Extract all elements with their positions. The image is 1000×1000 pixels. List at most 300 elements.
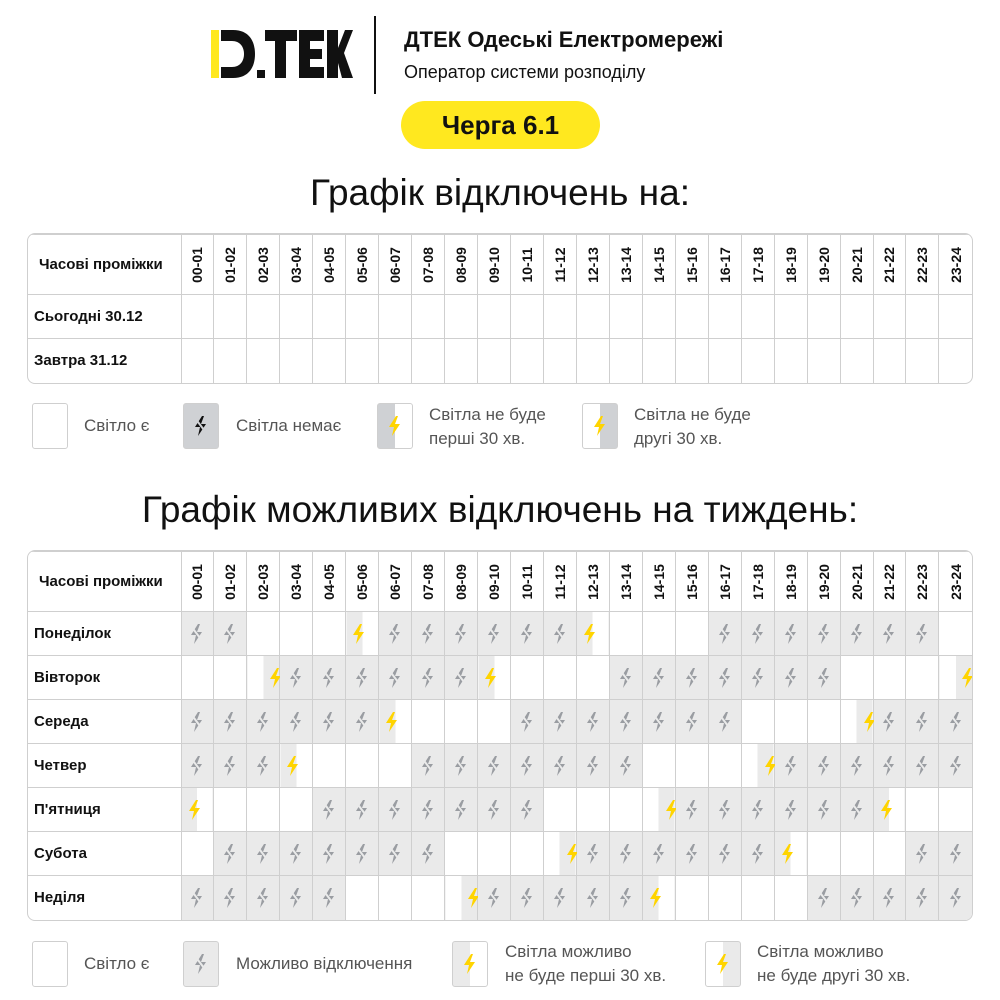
possible-outage-bolt-icon <box>882 888 896 908</box>
week-schedule-table <box>27 550 973 921</box>
week-header-row <box>28 552 972 612</box>
possible-outage-bolt-icon <box>421 800 435 820</box>
possible-outage-bolt-icon <box>817 624 831 644</box>
light-on-cell <box>313 339 346 383</box>
possible-outage-bolt-icon <box>915 844 929 864</box>
light-on-cell <box>939 788 972 832</box>
possible-outage-bolt-icon <box>256 756 270 776</box>
possible-outage-cell <box>346 700 379 744</box>
legend-no-light-text: Світла немає <box>236 416 342 435</box>
bolt-first-half-icon <box>188 800 202 820</box>
light-on-cell <box>906 339 939 383</box>
week-hour-header: 19-20 <box>807 552 840 612</box>
possible-outage-bolt-icon <box>487 888 501 908</box>
possible-outage-bolt-icon <box>520 624 534 644</box>
legend-light-text: Світло є <box>84 416 150 435</box>
outage-first-half-cell <box>280 744 313 788</box>
possible-outage-cell <box>511 744 544 788</box>
possible-outage-cell <box>313 656 346 700</box>
operator-subtitle: Оператор системи розподілу <box>404 62 646 82</box>
week-hour-header: 08-09 <box>445 552 478 612</box>
bolt-second-half-icon <box>961 668 973 688</box>
possible-outage-cell <box>379 832 412 876</box>
possible-outage-bolt-icon <box>520 800 534 820</box>
possible-outage-cell <box>214 612 247 656</box>
possible-outage-bolt-icon <box>718 712 732 732</box>
possible-outage-bolt-icon <box>194 954 208 974</box>
possible-outage-cell <box>576 744 609 788</box>
today-hour-header: 17-18 <box>741 235 774 295</box>
possible-outage-bolt-icon <box>223 888 237 908</box>
light-on-cell <box>906 788 939 832</box>
bolt-first-half-icon <box>583 624 597 644</box>
possible-outage-cell <box>445 656 478 700</box>
week-hour-header: 12-13 <box>576 552 609 612</box>
possible-outage-bolt-icon <box>322 844 336 864</box>
week-hour-header: 23-24 <box>939 552 972 612</box>
possible-outage-bolt-icon <box>586 756 600 776</box>
possible-outage-cell <box>313 788 346 832</box>
possible-outage-cell <box>906 612 939 656</box>
bolt-first-half-icon <box>649 888 663 908</box>
light-on-cell <box>741 339 774 383</box>
possible-outage-cell <box>840 744 873 788</box>
outage-first-half-cell <box>379 700 412 744</box>
possible-outage-cell <box>642 700 675 744</box>
possible-outage-bolt-icon <box>817 668 831 688</box>
light-on-cell <box>247 339 280 383</box>
light-on-cell <box>576 339 609 383</box>
possible-outage-cell <box>642 656 675 700</box>
today-hour-header: 10-11 <box>511 235 544 295</box>
possible-outage-bolt-icon <box>619 712 633 732</box>
today-header-row <box>28 235 972 295</box>
possible-outage-cell <box>840 612 873 656</box>
week-row-label: Вівторок <box>28 656 181 700</box>
possible-outage-bolt-icon <box>718 800 732 820</box>
week-legend-light-box <box>32 941 68 987</box>
light-on-cell <box>214 339 247 383</box>
light-on-cell <box>807 339 840 383</box>
possible-outage-bolt-icon <box>421 668 435 688</box>
today-hour-header: 21-22 <box>873 235 906 295</box>
week-row-label: П'ятниця <box>28 788 181 832</box>
light-on-cell <box>543 339 576 383</box>
week-row <box>28 744 972 788</box>
possible-outage-bolt-icon <box>652 844 666 864</box>
possible-outage-cell <box>511 700 544 744</box>
possible-outage-cell <box>346 788 379 832</box>
light-on-cell <box>576 295 609 339</box>
possible-outage-bolt-icon <box>388 624 402 644</box>
possible-outage-bolt-icon <box>718 668 732 688</box>
possible-outage-cell <box>708 788 741 832</box>
possible-outage-bolt-icon <box>619 844 633 864</box>
queue-badge: Черга 6.1 <box>401 101 600 149</box>
light-on-cell <box>774 295 807 339</box>
possible-outage-cell <box>346 832 379 876</box>
no-light-bolt-icon <box>194 416 208 436</box>
light-on-cell <box>840 339 873 383</box>
week-row-label: Субота <box>28 832 181 876</box>
possible-outage-cell <box>906 744 939 788</box>
possible-outage-bolt-icon <box>949 888 963 908</box>
week-row <box>28 612 972 656</box>
light-on-cell <box>280 612 313 656</box>
possible-outage-bolt-icon <box>784 756 798 776</box>
bolt-first-half-icon <box>385 712 399 732</box>
outage-first-half-cell <box>576 612 609 656</box>
possible-outage-cell <box>247 832 280 876</box>
possible-outage-bolt-icon <box>817 756 831 776</box>
light-on-cell <box>609 295 642 339</box>
possible-outage-cell <box>313 876 346 920</box>
company-name: ДТЕК Одеські Електромережі <box>404 27 724 52</box>
light-on-cell <box>840 295 873 339</box>
possible-outage-cell <box>478 612 511 656</box>
possible-outage-cell <box>214 700 247 744</box>
possible-outage-cell <box>741 788 774 832</box>
light-on-cell <box>939 339 972 383</box>
light-on-cell <box>181 832 214 876</box>
week-hour-header: 10-11 <box>511 552 544 612</box>
possible-outage-bolt-icon <box>553 712 567 732</box>
today-hour-header: 02-03 <box>247 235 280 295</box>
possible-outage-bolt-icon <box>190 888 204 908</box>
possible-outage-cell <box>906 832 939 876</box>
possible-outage-bolt-icon <box>949 844 963 864</box>
light-on-cell <box>445 339 478 383</box>
light-on-cell <box>313 744 346 788</box>
possible-outage-bolt-icon <box>949 756 963 776</box>
light-on-cell <box>214 656 247 700</box>
bolt-first-half-icon <box>388 416 402 436</box>
today-hour-header: 15-16 <box>675 235 708 295</box>
week-hour-header: 01-02 <box>214 552 247 612</box>
bolt-first-half-icon <box>352 624 366 644</box>
light-on-cell <box>379 295 412 339</box>
possible-outage-cell <box>807 744 840 788</box>
today-row-label: Сьогодні 30.12 <box>28 295 181 339</box>
possible-outage-bolt-icon <box>520 756 534 776</box>
week-legend-second-half-text: Світла можливо не буде другі 30 хв. <box>757 942 911 985</box>
possible-outage-bolt-icon <box>190 624 204 644</box>
possible-outage-bolt-icon <box>882 712 896 732</box>
possible-outage-bolt-icon <box>817 888 831 908</box>
today-hour-header: 19-20 <box>807 235 840 295</box>
week-hour-header: 07-08 <box>412 552 445 612</box>
week-hour-header: 13-14 <box>609 552 642 612</box>
possible-outage-bolt-icon <box>322 668 336 688</box>
light-on-cell <box>511 295 544 339</box>
possible-outage-bolt-icon <box>586 888 600 908</box>
light-on-cell <box>675 876 708 920</box>
outage-first-half-cell <box>478 656 511 700</box>
light-on-cell <box>906 656 939 700</box>
today-hour-header: 03-04 <box>280 235 313 295</box>
light-on-cell <box>609 788 642 832</box>
possible-outage-bolt-icon <box>223 712 237 732</box>
possible-outage-cell <box>543 700 576 744</box>
possible-outage-cell <box>280 832 313 876</box>
outage-second-half-cell <box>543 832 576 876</box>
outage-first-half-cell <box>873 788 906 832</box>
possible-outage-bolt-icon <box>915 888 929 908</box>
light-on-cell <box>642 295 675 339</box>
week-hour-header: 09-10 <box>478 552 511 612</box>
week-hour-header: 21-22 <box>873 552 906 612</box>
possible-outage-cell <box>247 744 280 788</box>
possible-outage-cell <box>478 744 511 788</box>
light-on-cell <box>840 656 873 700</box>
light-on-cell <box>280 295 313 339</box>
today-hour-header: 12-13 <box>576 235 609 295</box>
light-on-cell <box>543 295 576 339</box>
possible-outage-bolt-icon <box>289 844 303 864</box>
possible-outage-cell <box>741 656 774 700</box>
possible-outage-cell <box>181 744 214 788</box>
possible-outage-bolt-icon <box>915 712 929 732</box>
outage-first-half-cell <box>346 612 379 656</box>
possible-outage-bolt-icon <box>751 800 765 820</box>
light-on-cell <box>247 612 280 656</box>
possible-outage-cell <box>774 656 807 700</box>
light-on-cell <box>412 876 445 920</box>
possible-outage-bolt-icon <box>586 712 600 732</box>
today-hour-header: 07-08 <box>412 235 445 295</box>
week-row-label: Неділя <box>28 876 181 920</box>
light-on-cell <box>346 876 379 920</box>
legend-first-half-text: Світла не буде перші 30 хв. <box>429 405 546 448</box>
possible-outage-bolt-icon <box>882 624 896 644</box>
light-on-cell <box>708 339 741 383</box>
light-on-cell <box>412 295 445 339</box>
today-hour-header: 08-09 <box>445 235 478 295</box>
week-row <box>28 832 972 876</box>
light-on-cell <box>807 295 840 339</box>
possible-outage-cell <box>708 832 741 876</box>
possible-outage-bolt-icon <box>256 844 270 864</box>
possible-outage-cell <box>774 612 807 656</box>
outage-first-half-cell <box>181 788 214 832</box>
possible-outage-cell <box>675 700 708 744</box>
possible-outage-cell <box>906 876 939 920</box>
today-hour-header: 16-17 <box>708 235 741 295</box>
week-hour-header: 04-05 <box>313 552 346 612</box>
outage-second-half-cell <box>840 700 873 744</box>
possible-outage-cell <box>379 612 412 656</box>
today-hour-header: 13-14 <box>609 235 642 295</box>
light-on-cell <box>675 744 708 788</box>
light-on-cell <box>181 295 214 339</box>
today-hour-header: 14-15 <box>642 235 675 295</box>
today-time-intervals-header: Часові проміжки <box>28 235 181 295</box>
possible-outage-cell <box>379 788 412 832</box>
possible-outage-cell <box>807 876 840 920</box>
possible-outage-bolt-icon <box>751 624 765 644</box>
light-on-cell <box>280 339 313 383</box>
possible-outage-bolt-icon <box>355 800 369 820</box>
today-hour-header: 09-10 <box>478 235 511 295</box>
possible-outage-cell <box>609 876 642 920</box>
week-hour-header: 15-16 <box>675 552 708 612</box>
light-on-cell <box>741 295 774 339</box>
possible-outage-bolt-icon <box>586 844 600 864</box>
possible-outage-bolt-icon <box>223 844 237 864</box>
header-divider <box>374 16 376 94</box>
light-on-cell <box>346 339 379 383</box>
possible-outage-cell <box>840 788 873 832</box>
today-row-label: Завтра 31.12 <box>28 339 181 383</box>
possible-outage-cell <box>412 788 445 832</box>
possible-outage-cell <box>873 700 906 744</box>
possible-outage-cell <box>741 832 774 876</box>
today-hour-header: 05-06 <box>346 235 379 295</box>
light-on-cell <box>543 656 576 700</box>
light-on-cell <box>873 656 906 700</box>
possible-outage-bolt-icon <box>553 756 567 776</box>
possible-outage-cell <box>247 876 280 920</box>
possible-outage-cell <box>511 788 544 832</box>
light-on-cell <box>840 832 873 876</box>
light-on-cell <box>873 295 906 339</box>
possible-outage-bolt-icon <box>355 844 369 864</box>
possible-outage-cell <box>445 744 478 788</box>
possible-outage-bolt-icon <box>850 800 864 820</box>
possible-outage-cell <box>675 788 708 832</box>
week-hour-header: 20-21 <box>840 552 873 612</box>
possible-outage-cell <box>576 832 609 876</box>
bolt-first-half-icon <box>880 800 894 820</box>
light-on-cell <box>939 612 972 656</box>
possible-outage-bolt-icon <box>619 756 633 776</box>
week-row-label: Четвер <box>28 744 181 788</box>
possible-outage-cell <box>939 744 972 788</box>
today-row <box>28 295 972 339</box>
week-hour-header: 16-17 <box>708 552 741 612</box>
possible-outage-bolt-icon <box>619 668 633 688</box>
possible-outage-bolt-icon <box>652 712 666 732</box>
possible-outage-cell <box>807 788 840 832</box>
possible-outage-cell <box>609 744 642 788</box>
light-on-cell <box>478 295 511 339</box>
outage-first-half-cell <box>642 876 675 920</box>
possible-outage-bolt-icon <box>520 888 534 908</box>
possible-outage-bolt-icon <box>553 888 567 908</box>
possible-outage-cell <box>642 832 675 876</box>
light-on-cell <box>774 339 807 383</box>
light-on-cell <box>543 788 576 832</box>
light-on-cell <box>675 612 708 656</box>
possible-outage-cell <box>774 788 807 832</box>
week-hour-header: 17-18 <box>741 552 774 612</box>
possible-outage-bolt-icon <box>685 800 699 820</box>
possible-outage-bolt-icon <box>355 668 369 688</box>
possible-outage-cell <box>840 876 873 920</box>
week-row <box>28 788 972 832</box>
possible-outage-bolt-icon <box>190 756 204 776</box>
possible-outage-cell <box>412 744 445 788</box>
light-on-cell <box>214 788 247 832</box>
possible-outage-bolt-icon <box>784 624 798 644</box>
possible-outage-cell <box>609 832 642 876</box>
possible-outage-cell <box>511 876 544 920</box>
today-hour-header: 06-07 <box>379 235 412 295</box>
possible-outage-bolt-icon <box>223 624 237 644</box>
light-on-cell <box>181 656 214 700</box>
week-legend-light-text: Світло є <box>84 954 150 973</box>
light-on-cell <box>478 832 511 876</box>
week-hour-header: 03-04 <box>280 552 313 612</box>
possible-outage-cell <box>412 656 445 700</box>
possible-outage-cell <box>873 876 906 920</box>
light-on-cell <box>906 295 939 339</box>
possible-outage-cell <box>939 876 972 920</box>
light-on-cell <box>642 612 675 656</box>
possible-outage-cell <box>675 832 708 876</box>
possible-outage-bolt-icon <box>421 624 435 644</box>
legend-second-half-text: Світла не буде другі 30 хв. <box>634 405 751 448</box>
week-row <box>28 656 972 700</box>
light-on-cell <box>379 744 412 788</box>
light-on-cell <box>609 339 642 383</box>
possible-outage-bolt-icon <box>388 800 402 820</box>
possible-outage-bolt-icon <box>355 712 369 732</box>
light-on-cell <box>642 744 675 788</box>
possible-outage-bolt-icon <box>850 888 864 908</box>
possible-outage-cell <box>280 656 313 700</box>
possible-outage-cell <box>708 656 741 700</box>
possible-outage-cell <box>478 788 511 832</box>
possible-outage-cell <box>280 700 313 744</box>
possible-outage-bolt-icon <box>322 712 336 732</box>
possible-outage-bolt-icon <box>289 712 303 732</box>
week-row-label: Середа <box>28 700 181 744</box>
light-on-cell <box>280 788 313 832</box>
today-hour-header: 04-05 <box>313 235 346 295</box>
light-on-cell <box>346 295 379 339</box>
possible-outage-cell <box>214 744 247 788</box>
possible-outage-bolt-icon <box>256 888 270 908</box>
possible-outage-cell <box>313 832 346 876</box>
legend-light-box <box>32 403 68 449</box>
week-legend-second-half-box <box>705 941 741 987</box>
light-on-cell <box>609 612 642 656</box>
light-on-cell <box>774 876 807 920</box>
today-hour-header: 23-24 <box>939 235 972 295</box>
today-hour-header: 01-02 <box>214 235 247 295</box>
light-on-cell <box>675 295 708 339</box>
possible-outage-cell <box>576 876 609 920</box>
possible-outage-cell <box>807 612 840 656</box>
light-on-cell <box>181 339 214 383</box>
possible-outage-bolt-icon <box>784 668 798 688</box>
possible-outage-cell <box>181 876 214 920</box>
week-row-label: Понеділок <box>28 612 181 656</box>
possible-outage-cell <box>708 612 741 656</box>
light-on-cell <box>445 295 478 339</box>
light-on-cell <box>873 339 906 383</box>
possible-outage-cell <box>873 744 906 788</box>
possible-outage-cell <box>609 700 642 744</box>
possible-outage-bolt-icon <box>751 668 765 688</box>
light-on-cell <box>741 700 774 744</box>
light-on-cell <box>445 700 478 744</box>
possible-outage-cell <box>873 612 906 656</box>
possible-outage-bolt-icon <box>685 712 699 732</box>
week-hour-header: 11-12 <box>543 552 576 612</box>
possible-outage-bolt-icon <box>817 800 831 820</box>
